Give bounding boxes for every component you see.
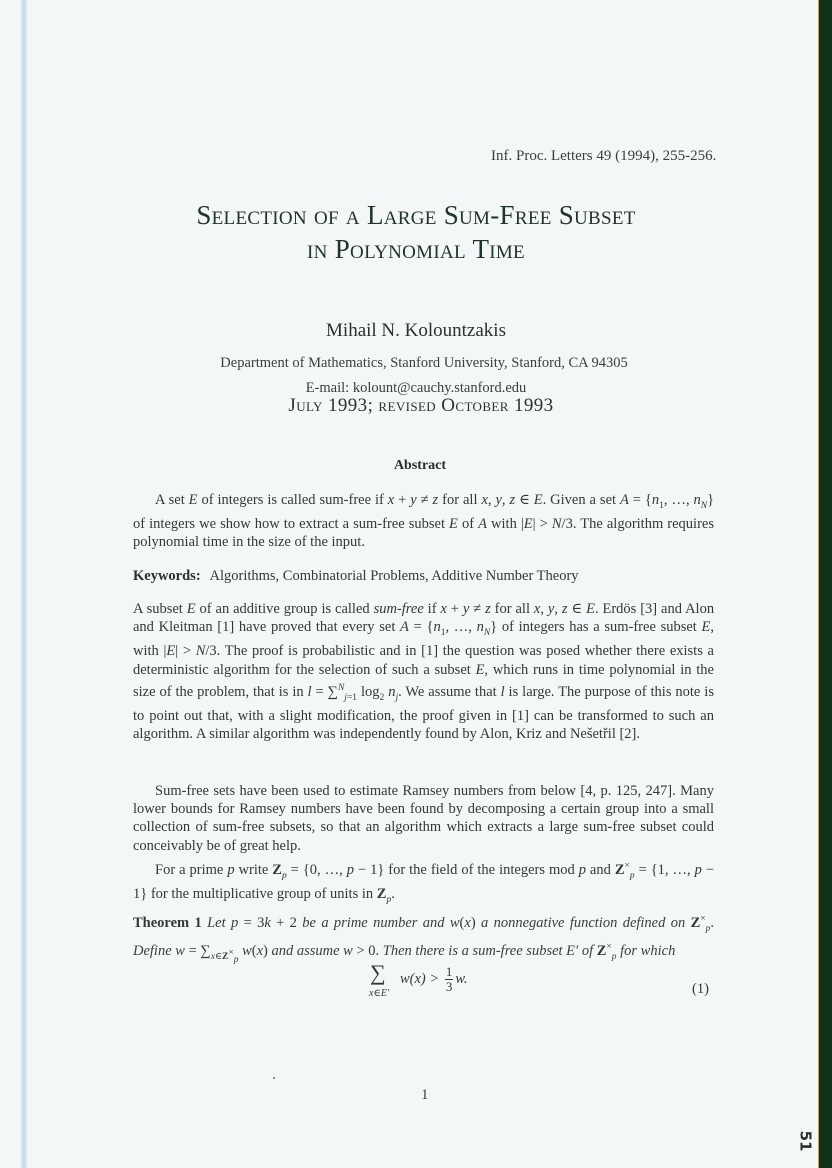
equation-rhs: w. — [455, 970, 468, 987]
abstract-text — [133, 491, 714, 552]
handwritten-mark: 51 — [796, 1130, 815, 1152]
equation-lhs: w(x) > — [400, 970, 440, 987]
scan-speck — [273, 1077, 275, 1079]
equation-expression — [400, 965, 468, 994]
fraction-one-third — [445, 965, 454, 994]
keywords-value: Algorithms, Combinatorial Problems, Additive Number Theory — [209, 568, 579, 584]
scan-artifact-line — [20, 0, 28, 1168]
author-name: Mihail N. Kolountzakis — [326, 320, 506, 341]
fraction-denominator: 3 — [445, 979, 453, 994]
fraction-numerator: 1 — [445, 964, 453, 979]
author-affiliation: Department of Mathematics, Stanford University, Stanford, CA 94305 — [220, 355, 628, 371]
paper-date: July 1993; revised October 1993 — [288, 395, 554, 416]
theorem-statement: Let p = 3k + 2 be a prime number and w(x) a nonnegative function defined on $Z^\times_p$. Define $w = \sum_{x\in Z^\times_p}$ w(x) and assume w > 0. Then there is a sum-free subset E′ of $Z^\times_p$ for which — [133, 914, 714, 965]
summation-symbol: ∑ — [370, 960, 386, 985]
body-paragraph-3-text: For a prime p write $Z_p = \{0$, …, p − 1} for the field of the integers mod p and $Z^\times_p = \{1$, …, p − 1} for the multiplicative group of units in $Z_p$. — [133, 861, 715, 905]
body-paragraph-1-text: A subset E of an additive group is called sum-free if x + y ≠ z for all x, y, z ∈ E. Erdös [3] and Alon and Kleitman [1] have proved that every set $A = \{n_1$, …, $n_N$} of integers has a sum-free subset E, with |E| > N/3. The proof is probabilistic and in [1] the question was posed whether there exists a deterministic algorithm for the selection of such a subset E, which runs in time polynomial in the size of the problem, that is in l = ∑$^N_{j=1}$ $\log_2 n_j$. We assume that l is large. The purpose of this note is to point out that, with a slight modification, the proof given in [1] can be transformed to such an algorithm. A similar algorithm was independently found by Alon, Kriz and Nešetřil [2]. — [133, 601, 715, 742]
journal-reference: Inf. Proc. Letters 49 (1994), 255-256. — [491, 148, 717, 164]
body-paragraph-2 — [133, 782, 714, 855]
scan-edge-band — [818, 0, 832, 1168]
paper-title-line-1: Selection of a Large Sum-Free Subset — [196, 200, 636, 230]
abstract-body: A set E of integers is called sum-free if x + y ≠ z for all x, y, z ∈ E. Given a set $A = \{n_1$, …, $n_N$} of integers we show how to extract a sum-free subset E of A with |E| > N/3. The algorithm requires polynomial time in the size of the input. — [133, 492, 715, 551]
keywords-label: Keywords: — [133, 568, 201, 584]
abstract-heading: Abstract — [393, 458, 447, 473]
body-paragraph-2-text: Sum-free sets have been used to estimate Ramsey numbers from below [4, p. 125, 247]. Many lower bounds for Ramsey numbers have been found by decomposing a certain group into a small collection of sum-free subsets, so that an algorithm which extracts a large sum-free subset could conceivably be of great help. — [133, 783, 714, 854]
paper-title-line-2: in Polynomial Time — [307, 234, 525, 264]
theorem-1 — [133, 910, 714, 969]
keywords-line — [133, 568, 579, 585]
body-paragraph-1 — [133, 600, 714, 743]
page-number: 1 — [421, 1087, 429, 1103]
summation-subscript: x∈E′ — [369, 988, 390, 999]
author-email: E-mail: kolount@cauchy.stanford.edu — [305, 380, 527, 396]
equation-number: (1) — [692, 981, 709, 997]
theorem-label: Theorem 1 — [133, 914, 202, 931]
body-paragraph-3 — [133, 857, 714, 909]
